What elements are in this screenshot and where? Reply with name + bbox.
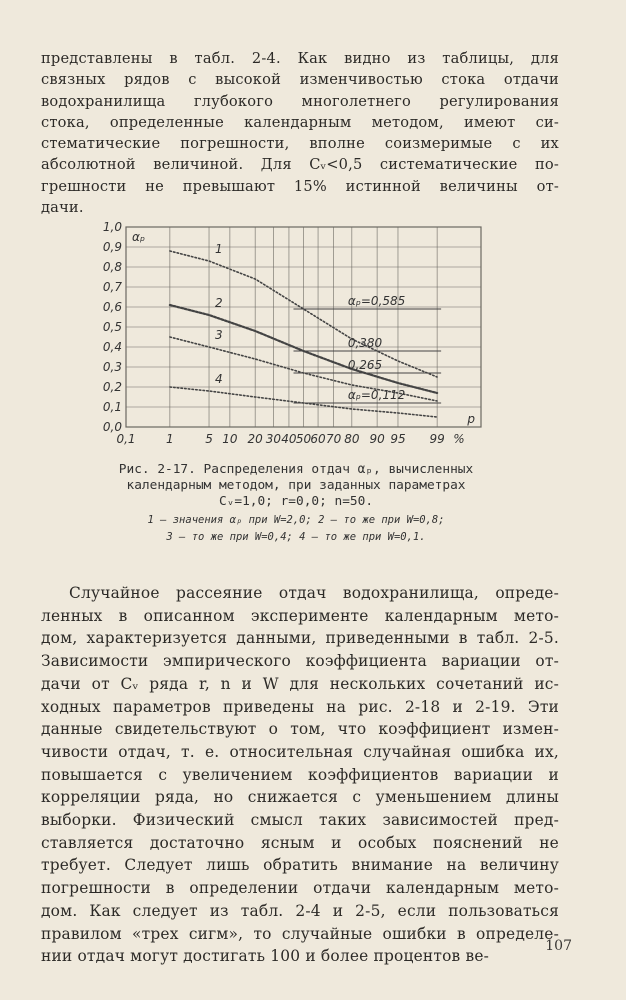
text-line: погрешности в определении отдачи календарным мето- [41, 879, 559, 898]
y-tick-label: 0,3 [102, 360, 122, 374]
text-line: абсолютной величиной. Для Cᵥ<0,5 систематические по- [41, 156, 559, 174]
x-tick-label: 60 [310, 432, 326, 446]
x-tick-label: 70 [325, 432, 342, 446]
text-line: ленных в описанном эксперименте календарным мето- [41, 606, 559, 625]
text-line: ходных параметров приведены на рис. 2-18 и 2-19. Эти [41, 697, 559, 716]
text-line: чивости отдач, т. е. относительная случайная ошибка их, [41, 742, 559, 761]
text-line: ставляется достаточно ясным и особых пояснений не [41, 833, 559, 852]
paragraph-top [41, 48, 559, 218]
y-tick-label: 0,8 [102, 260, 122, 274]
series-4-number: 4 [215, 372, 223, 386]
x-tick-label: 50 [295, 432, 312, 446]
x-tick-label: 40 [281, 432, 297, 446]
x-tick-label: 99 [429, 432, 445, 446]
series-1-value-label: αₚ=0,585 [347, 294, 406, 308]
series-3-number: 3 [215, 328, 223, 342]
x-tick-label: 20 [247, 432, 263, 446]
y-tick-label: 0,5 [102, 320, 122, 334]
text-line: нии отдач могут достигать 100 и более процентов ве- [41, 947, 490, 966]
y-tick-label: 0,4 [102, 340, 122, 354]
text-line: правилом «трех сигм», то случайные ошибки в определе- [41, 924, 559, 943]
y-tick-label: 1,0 [102, 220, 122, 234]
x-tick-label: 5 [205, 432, 213, 446]
text-line: дом, характеризуется данными, приведенными в табл. 2-5. [41, 629, 559, 648]
text-line: Случайное рассеяние отдач водохранилища, опреде- [69, 584, 559, 602]
series-3-value-label: 0,265 [347, 358, 383, 372]
text-line: повышается с увеличением коэффициентов вариации и [41, 765, 559, 784]
text-line: дачи от Cᵥ ряда r, n и W для нескольких сочетаний ис- [41, 674, 559, 693]
text-line: стока, определенные календарным методом, имеют си- [41, 113, 559, 131]
text-line: грешности не превышают 15% истинной величины от- [41, 177, 559, 195]
paragraph-bottom [41, 582, 559, 968]
x-tick-label: 95 [390, 432, 406, 446]
text-line: выборки. Физический смысл таких зависимостей пред- [41, 811, 559, 830]
caption-line: календарным методом, при заданных параметрах [126, 478, 466, 493]
page-number: 107 [545, 938, 572, 954]
text-line: водохранилища глубокого многолетнего регулирования [41, 92, 559, 110]
x-axis-marker: p [467, 412, 475, 426]
x-tick-label: 90 [369, 432, 385, 446]
y-tick-label: 0,1 [102, 400, 122, 414]
text-line: представлены в табл. 2-4. Как видно из таблицы, для [41, 50, 559, 67]
x-tick-label: 10 [222, 432, 238, 446]
series-4-value-label: αₚ=0,112 [347, 388, 406, 402]
text-line: связных рядов с высокой изменчивостью стока отдачи [41, 71, 559, 89]
x-tick-label: 1 [166, 432, 174, 446]
x-tick-label: % [453, 432, 465, 446]
series-1-number: 1 [215, 242, 223, 256]
text-line: дом. Как следует из табл. 2-4 и 2-5, если пользоваться [41, 901, 559, 920]
caption-note-line: 3 — то же при W=0,4; 4 — то же при W=0,1. [166, 530, 426, 543]
caption-note-line: 1 — значения αₚ при W=2,0; 2 — то же при W=0,8; [147, 514, 445, 526]
text-line: Зависимости эмпирического коэффициента вариации от- [41, 652, 559, 671]
caption-line: Cᵥ=1,0; r=0,0; n=50. [218, 494, 374, 509]
figure-caption [96, 462, 496, 510]
text-line: стематические погрешности, вполне соизмеримые с их [41, 135, 559, 153]
x-tick-label: 80 [344, 432, 360, 446]
distribution-chart [96, 215, 496, 450]
series-2-value-label: 0,380 [347, 336, 383, 350]
series-2-number: 2 [215, 296, 223, 310]
y-tick-label: 0,6 [102, 300, 122, 314]
text-line: требует. Следует лишь обратить внимание на величину [41, 856, 559, 875]
figure-2-17 [96, 215, 496, 450]
caption-line: Рис. 2-17. Распределения отдач αₚ, вычисленных [118, 462, 474, 477]
text-line: корреляции ряда, но снижается с уменьшением длины [41, 788, 559, 807]
x-tick-label: 0,1 [116, 432, 136, 446]
y-tick-label: 0,2 [102, 380, 122, 394]
x-tick-label: 30 [265, 432, 282, 446]
text-line: данные свидетельствуют о том, что коэффициент измен- [41, 720, 559, 739]
y-axis-marker: αₚ [132, 230, 146, 244]
y-tick-label: 0,7 [102, 280, 122, 294]
y-tick-label: 0,0 [102, 420, 122, 434]
figure-notes [96, 512, 496, 545]
y-tick-label: 0,9 [102, 240, 122, 254]
text-line: дачи. [41, 199, 84, 217]
